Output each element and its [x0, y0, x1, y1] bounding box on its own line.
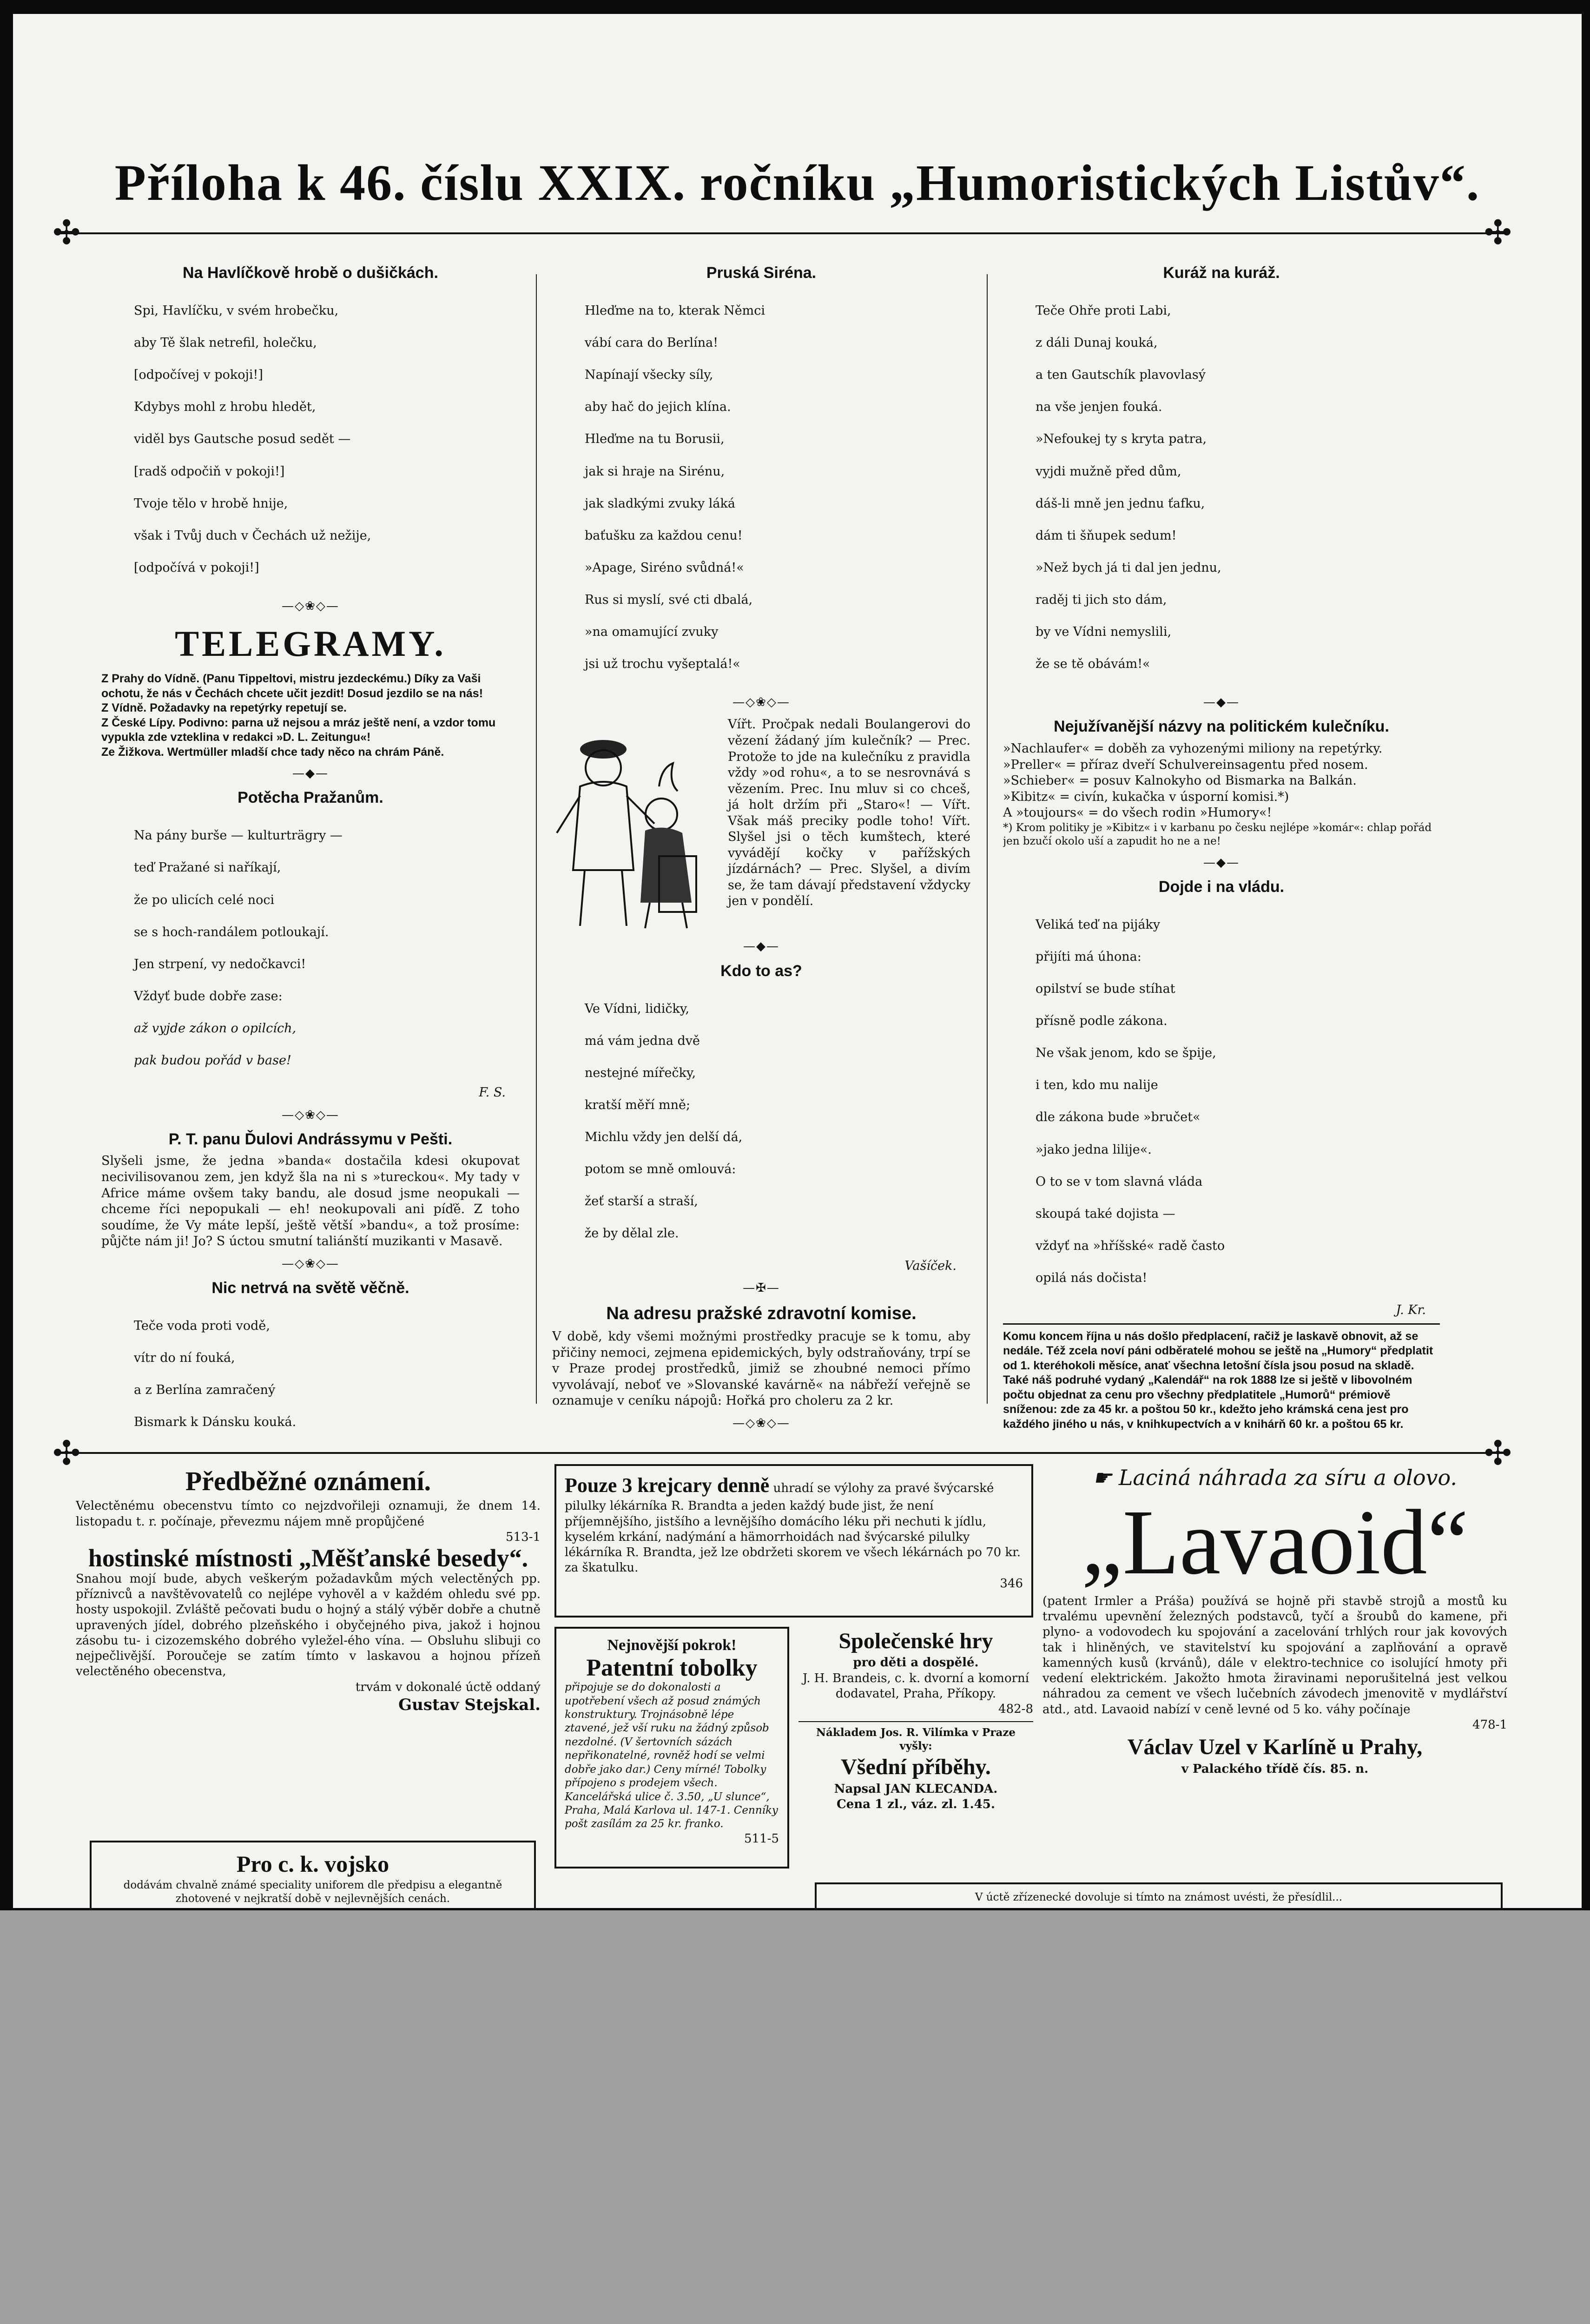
dojde-title: Dojde i na vládu. — [1158, 878, 1285, 896]
verse-line: aby hač do jejich klína. — [585, 400, 731, 415]
verse-line: potom se mně omlouvá: — [585, 1162, 736, 1177]
dojde-poem — [1003, 901, 1440, 1302]
ornament-divider: —◇❀◇— — [732, 695, 790, 710]
verse-line: Hleďme na tu Borusii, — [585, 432, 725, 447]
ad-tagline-text: Laciná náhrada za síru a olovo. — [1118, 1465, 1458, 1490]
ad-code: 513-1 — [506, 1530, 541, 1544]
ornament-divider: —✠— — [743, 1281, 780, 1295]
nazvy-title: Nejužívanější názvy na politickém kulečníku. — [1054, 718, 1389, 736]
corner-ornament-bottom-left: ✣ — [53, 1433, 81, 1472]
verse-line: [radš odpočiň v pokoji!] — [134, 464, 285, 479]
ad-vendor: J. H. Brandeis, c. k. dvorní a komorní dodavatel, Praha, Příkopy. — [802, 1671, 1029, 1701]
verse-line: dáš-li mně jen jednu ťafku, — [1036, 496, 1205, 511]
ad-code: 346 — [1000, 1576, 1023, 1591]
verse-line: až vyjde zákon o opilcích, — [134, 1021, 297, 1036]
dialog-text: Vířt. Pročpak nedali Boulangerovi do vězení žádaný jím kulečník? — Prec. Protože to jde na kulečníku z pravidla vždy »od rohu«, a to se nesrovnává s vězením. Prec. Inu mluv si co chceš, já holt držím při „Staro«! — Vířt. Však máš preciky podle toho! Vířt. Slyšel jsi o těch kumštech, které vyvádějí kočky v pařížských jízdárnách? — Prec. Slyšel, a divím se, že tam dávají představení vždycky jen v pondělí. — [728, 717, 970, 909]
ad-vojsko — [90, 1841, 536, 1922]
ad-firm: Václav Uzel v Karlíně u Prahy, — [1127, 1735, 1423, 1760]
verse-line: vždyť na »hříšské« radě často — [1036, 1238, 1225, 1253]
verse-line: a ten Gautschík plavovlasý — [1036, 368, 1206, 383]
verse-line: aby Tě šlak netrefil, holečku, — [134, 336, 317, 350]
verse-line: jak si hraje na Sirénu, — [585, 464, 725, 479]
verse-line: z dáli Dunaj kouká, — [1036, 336, 1158, 350]
kuraz-title: Kuráž na kuráž. — [1163, 264, 1280, 282]
verse-line: baťušku za každou cenu! — [585, 528, 743, 543]
ad-text: připojuje se do dokonalosti a upotřebení všech až posud známých konstruktury. Trojnásobně lépe ztavené, jež vší ruku na žádný způsob nezdolné. (V šertovních sázách nepřikonatelné, rovněž hodí se velmi dobře jako dar.) Ceny mírné! Tobolky přípojeno s prodejem všech. Kancelářská ulice č. 3.50, „U slunce“, Praha, Malá Karlova ul. 147-1. Cenníky pošt zasílám za 25 kr. franko. — [565, 1681, 778, 1830]
kdo-title: Kdo to as? — [720, 962, 802, 980]
nic-poem — [101, 1302, 520, 1432]
kdo-poem — [552, 985, 970, 1258]
verse-line: Hleďme na to, kterak Němci — [585, 304, 765, 318]
column-2 — [552, 260, 970, 1432]
subscription-notice: Komu koncem října u nás došlo předplacení, račiž je laskavě obnovit, až se nedále. Též zcela noví páni odběratelé mohou se ještě na „Humory“ předplatit od 1. kteréhokoli měsíce, anať všechna letošní čísla jsou posud na skladě. Také náš podruhé vydaný „Kalendář“ na rok 1888 lze si ještě v libovolném počtu objednat za cenu pro všechny předplatitele „Humorů“ prémiově sníženou: zde za 45 kr. a poštou 50 kr., kdežto jeho krámská cena jest pro každého jiného u nás, v knihkupectvích a v knihárň 60 kr. a poštou 65 kr. — [1003, 1329, 1433, 1431]
ad-title: Pro c. k. vojsko — [236, 1851, 389, 1877]
verse-line: vábí cara do Berlína! — [585, 336, 719, 350]
ornament-divider: —◆— — [1203, 695, 1240, 710]
verse-line: Napínají všecky síly, — [585, 368, 713, 383]
ad-book: Všední příběhy. — [841, 1755, 991, 1780]
corner-ornament-top-left: ✣ — [53, 213, 81, 252]
verse-line: Michlu vždy jen delší dá, — [585, 1130, 743, 1145]
ad-tagline — [1042, 1464, 1507, 1492]
verse-line: raděj ti jich sto dám, — [1036, 592, 1167, 607]
havlicek-poem — [101, 287, 520, 592]
verse-line: že se tě obávám!« — [1036, 657, 1150, 672]
verse-line: Bismark k Dánsku kouká. — [134, 1415, 297, 1430]
telegram-item: Z Prahy do Vídně. (Panu Tippeltovi, mistru jezdeckému.) Díky za Vaši ochotu, že nás v Čechách chcete učit jezdit! Dosud jezdilo se na nás! — [101, 672, 483, 700]
verse-line: přijíti má úhona: — [1036, 950, 1141, 964]
verse-line: i ten, kdo mu nalije — [1036, 1078, 1158, 1093]
newspaper-page — [13, 14, 1582, 1908]
telegram-item: Z Vídně. Požadavky na repetýrky repetují se. — [101, 701, 347, 714]
verse-line: »jako jedna lilije«. — [1036, 1142, 1152, 1157]
verse-line: [odpočívá v pokoji!] — [134, 560, 259, 575]
verse-line: jsi už trochu vyšeptalá!« — [585, 657, 740, 672]
verse-line: Teče voda proti vodě, — [134, 1319, 270, 1334]
verse-line: dle zákona bude »bručet« — [1036, 1110, 1201, 1125]
ad-name: „Lavaoid“ — [1081, 1491, 1469, 1594]
kuraz-poem — [1003, 287, 1440, 689]
verse-line: kratší měří mně; — [585, 1098, 691, 1113]
andrassy-text: Slyšeli jsme, že jedna »banda« dostačila kdesi okupovat necivilisovanou zem, jen když šla na ni s »tureckou«. My tady v Africe máme ovšem taky bandu, ale dosud jsme neopukali — chceme říci nepopukali — eh! neokupovali ani píďě. Z toho soudíme, že Vy máte lepší, ještě větší »bandu«, a tož prosíme: půjčte nám ji! Jo? S úctou smutní taliánští muzikanti v Masavě. — [101, 1154, 520, 1249]
verse-line: však i Tvůj duch v Čechách už nežije, — [134, 528, 371, 543]
verse-line: pak budou pořád v base! — [134, 1053, 291, 1068]
verse-line: skoupá také dojista — — [1036, 1206, 1175, 1221]
ad-price: Cena 1 zl., váz. zl. 1.45. — [837, 1797, 995, 1812]
verse-line: má vám jedna dvě — [585, 1033, 700, 1048]
verse-line: Jen strpení, vy nedočkavci! — [134, 957, 306, 971]
nazvy-item: A »toujours« = do všech rodin »Humory«! — [1003, 805, 1272, 820]
nazvy-item: »Preller« = příraz dveří Schulvereinsagentu před nosem. — [1003, 757, 1368, 772]
corner-ornament-bottom-right: ✣ — [1484, 1433, 1512, 1472]
ad-author: Napsal JAN KLECANDA. — [834, 1782, 998, 1796]
ad-predbezne — [76, 1464, 541, 1827]
adresa-text: V době, kdy všemi možnými prostředky pracuje se k tomu, aby přičiny nemoci, zejmena epidemických, byly odstraňovány, trpí se v Praze prodej prostředků, jimiž se zhoubné nemoci přímo vyvolávají, neboť ve »Slovanské kavárně« na nábřeží veřejně se oznamuje v ceníku nápojů: Hořká pro choleru za 2 kr. — [552, 1329, 970, 1408]
verse-line: Kdybys mohl z hrobu hledět, — [134, 400, 316, 415]
ad-venue: hostinské místnosti „Měšťanské besedy“. — [88, 1544, 528, 1572]
ad-intro: Velectěnému obecenstvu tímto co nejzdvořileji oznamuji, že dnem 14. listopadu t. r. počínaje, převezmu nájem mně propůjčené — [76, 1499, 541, 1529]
footnote: *) Krom politiky je »Kibitz« i v karbanu po česku nejlépe »komár«: chlap pořád jen bzučí okolo uší a zapudit ho ne a ne! — [1003, 821, 1432, 848]
ad-address: v Palackého třídě čís. 85. n. — [1181, 1762, 1369, 1776]
verse-line: Teče Ohře proti Labi, — [1036, 304, 1171, 318]
verse-line: [odpočívej v pokoji!] — [134, 368, 263, 383]
column-3 — [1003, 260, 1440, 1432]
verse-line: žeť starší a straší, — [585, 1194, 698, 1209]
pruska-title: Pruská Siréna. — [706, 264, 817, 282]
verse-line: teď Pražané si naříkají, — [134, 860, 281, 875]
nazvy-item: »Schieber« = posuv Kalnokyho od Bismarka na Balkán. — [1003, 773, 1357, 788]
advertisements-section — [57, 1464, 1507, 1922]
ad-text: (patent Irmler a Práša) používá se hojně při stavbě strojů a mostů ku trvalému upevnění železných podstavců, tyčí a šroubů do kamene, při plyno- a vodovodech ku spojování a zacelování trhlých rour jak kovových tak i hliněných, ve stavitelství ku spojování a zaplňování a opravě kamenných kusů (krvánů), dále v elektro-technice co isolující hmoty při vedení elektrickém. Jakožto hmota žiravinami neporušitelná jest velkou náhradou za cement ve všech lučebních závodech jmenovitě v mydlářství atd., atd. Lavaoid nabízí v ceně levné od 5 ko. váhy počínaje — [1042, 1594, 1507, 1717]
signature: Vašíček. — [904, 1258, 957, 1273]
verse-line: na vše jenjen fouká. — [1036, 400, 1162, 415]
ornament-divider: —◇❀◇— — [282, 599, 339, 613]
ad-hry — [798, 1627, 1033, 1868]
masthead: Příloha k 46. číslu XXIX. ročníku „Humoristických Listův“. — [114, 154, 1480, 211]
verse-line: O to se v tom slavná vláda — [1036, 1174, 1203, 1189]
ad-tobolky — [554, 1627, 789, 1868]
ad-subtitle: pro děti a dospělé. — [853, 1656, 979, 1670]
ad-closing: trvám v dokonalé úctě oddaný — [355, 1680, 541, 1694]
verse-line: »na omamující zvuky — [585, 625, 719, 639]
adresa-title: Na adresu pražské zdravotní komise. — [606, 1304, 917, 1324]
verse-line: opilá nás dočista! — [1036, 1270, 1148, 1285]
telegram-item: Ze Žižkova. Wertmüller mladší chce tady něco na chrám Páně. — [101, 745, 444, 759]
verse-line: Na pány burše — kulturträgry — — [134, 828, 343, 843]
verse-line: by ve Vídni nemyslili, — [1036, 625, 1172, 639]
ad-signature: Gustav Stejskal. — [398, 1695, 541, 1714]
verse-line: jak sladkými zvuky láká — [585, 496, 735, 511]
ornament-divider: —◇❀◇— — [282, 1108, 339, 1122]
column-rule — [536, 274, 537, 1404]
ad-code: 511-5 — [744, 1831, 779, 1846]
verse-line: nestejné mířečky, — [585, 1065, 696, 1080]
verse-line: dám ti šňupek sedum! — [1036, 528, 1177, 543]
ad-code: 478-1 — [1472, 1718, 1507, 1732]
verse-line: Spi, Havlíčku, v svém hrobečku, — [134, 304, 339, 318]
column-rule — [987, 274, 988, 1404]
ad-text: V úctě zřízenecké dovoluje si tímto na známost uvésti, že přesídlil... — [975, 1891, 1343, 1903]
ad-code: 482-8 — [998, 1702, 1033, 1717]
telegram-item: Z České Lípy. Podivno: parna už nejsou a mráz ještě není, a vzdor tomu vypukla zde vzteklina v redakci »D. L. Zeitungu«! — [101, 716, 496, 744]
verse-line: Tvoje tělo v hrobě hnije, — [134, 496, 288, 511]
verse-line: »Než bych já ti dal jen jednu, — [1036, 560, 1221, 575]
havlicek-title: Na Havlíčkově hrobě o dušičkách. — [183, 264, 438, 282]
ornament-divider: —◇❀◇— — [732, 1416, 790, 1430]
ornament-divider: —◆— — [1203, 855, 1240, 870]
ad-body: Snahou mojí bude, abych veškerým požadavkům mých velectěných pp. příznivců a navštěvovatelů co nejlépe vyhověl a v každém ohledu své pp. hosty uspokojil. Zvláště pečovati budu o hojný a stálý výběr dobře a chutně upravených jídel, dobrého plzeňského i obyčejného piva, jakož i hojnou zásobu tu- i cizozemského dobrého vyležel-ého vína. — Obsluhu slibuji co nejpečlivější. Poroučeje se zatím tímto v laskavou a hojnou přízeň velectěného obecenstva, — [76, 1571, 541, 1679]
ornament-divider: —◆— — [743, 939, 779, 954]
signature: F. S. — [479, 1085, 506, 1100]
ad-title: Společenské hry — [838, 1629, 993, 1653]
ad-title: Předběžné oznámení. — [185, 1466, 431, 1496]
ad-title: Nejnovější pokrok! — [607, 1637, 737, 1654]
potecha-title: Potěcha Pražanům. — [238, 789, 383, 807]
pruska-poem — [552, 287, 970, 689]
verse-line: že po ulicích celé noci — [134, 892, 275, 907]
column-1 — [101, 260, 520, 1432]
verse-line: »Apage, Siréno svůdná!« — [585, 560, 744, 575]
scan-background — [0, 1910, 1590, 2324]
signature: J. Kr. — [1396, 1303, 1426, 1318]
verse-line: a z Berlína zamračený — [134, 1383, 276, 1398]
verse-line: přísně podle zákona. — [1036, 1014, 1168, 1029]
verse-line: Ve Vídni, lidičky, — [585, 1001, 690, 1016]
verse-line: Rus si myslí, své cti dbalá, — [585, 592, 753, 607]
potecha-poem — [101, 812, 520, 1085]
ad-title: Pouze 3 krejcary denně — [565, 1474, 770, 1497]
pointing-hand-icon: ☛ — [1092, 1465, 1112, 1490]
nazvy-item: »Kibitz« = civín, kukačka v úsporní komisi.*) — [1003, 789, 1289, 804]
verse-line: Vždyť bude dobře zase: — [134, 989, 283, 1004]
verse-line: Ne však jenom, kdo se špije, — [1036, 1046, 1216, 1061]
ad-publisher: Nákladem Jos. R. Vilímka v Praze vyšly: — [816, 1726, 1016, 1752]
telegramy-title: TELEGRAMY. — [175, 623, 446, 664]
andrassy-title: P. T. panu Ďulovi Andrássymu v Pešti. — [168, 1130, 453, 1148]
verse-line: »Nefoukej ty s kryta patra, — [1036, 432, 1207, 447]
ornament-divider: —◆— — [292, 766, 329, 780]
verse-line: viděl bys Gautsche posud sedět — — [134, 432, 351, 447]
ad-name: Patentní tobolky — [586, 1654, 758, 1681]
corner-ornament-top-right: ✣ — [1484, 213, 1512, 252]
verse-line: vítr do ní fouká, — [134, 1351, 235, 1366]
verse-line: Veliká teď na pijáky — [1036, 917, 1161, 932]
verse-line: vyjdi mužně před dům, — [1036, 464, 1181, 479]
ornament-divider: —◇❀◇— — [282, 1256, 339, 1271]
ad-text: uhradí se výlohy za pravé švýcarské pilulky lékárníka R. Brandta a jeden každý bude jist, že není příjemnějšího, jistšího a levnějšího domácího léku při nechuti k jídlu, kyselém krkání, nadýmání a hämorrhoidách nad švýcarské pilulky lékárníka R. Brandta, jež lze obdržeti skorem ve všech lékárnách po 70 kr. za škatulku. — [565, 1481, 1021, 1575]
caricature-illustration — [552, 717, 719, 935]
verse-line: se s hoch-randálem potloukají. — [134, 924, 329, 939]
ad-text: dodávám chvalně známé speciality uniforem dle předpisu a elegantně zhotovené v nejkratší době v nejlevnějších cenách. — [123, 1879, 502, 1905]
verse-line: že by dělal zle. — [585, 1226, 679, 1241]
ad-lavaoid — [1042, 1464, 1507, 1836]
ad-krejcary — [554, 1464, 1033, 1618]
nazvy-item: »Nachlaufer« = doběh za vyhozenými miliony na repetýrky. — [1003, 741, 1383, 756]
verse-line: opilství se bude stíhat — [1036, 982, 1175, 997]
nic-title: Nic netrvá na světě věčně. — [211, 1279, 409, 1297]
